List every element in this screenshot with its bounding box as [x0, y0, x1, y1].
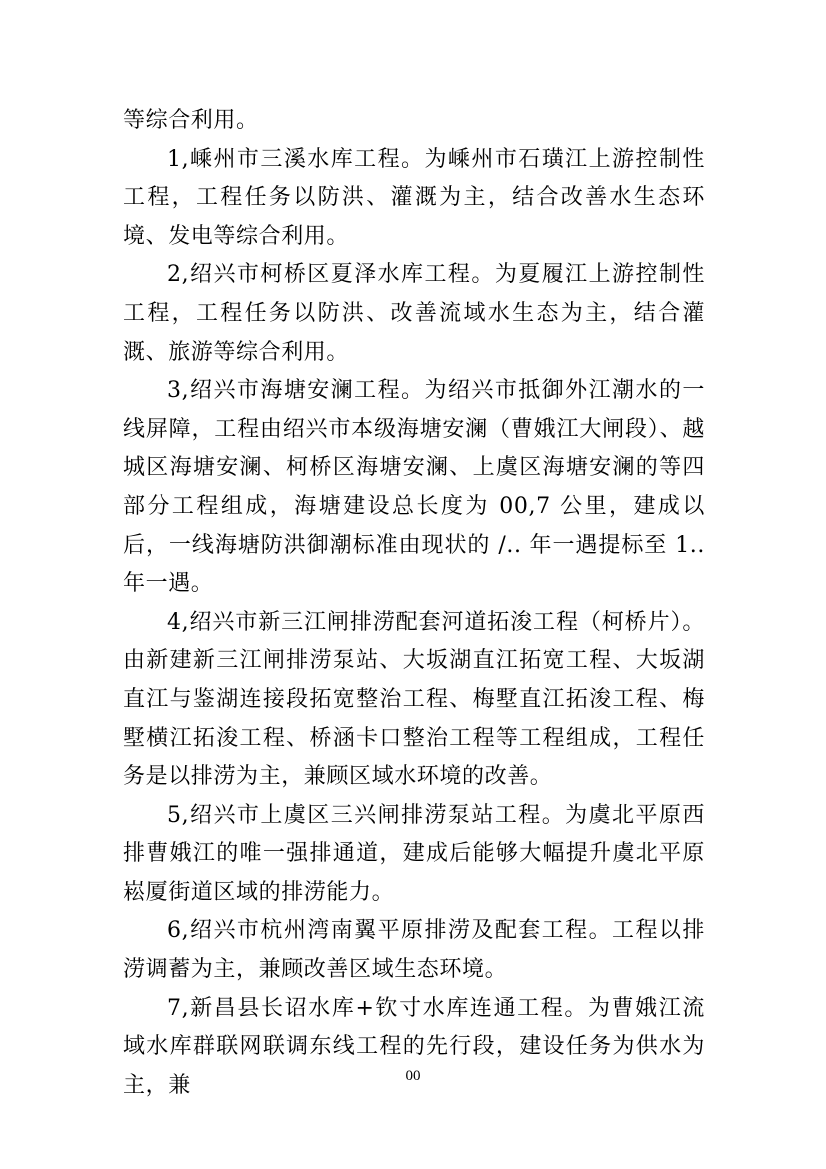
paragraph-item-2: 2,绍兴市柯桥区夏泽水库工程。为夏履江上游控制性工程，工程任务以防洪、改善流域水生态为主，结合灌溉、旅游等综合利用。 [123, 262, 705, 365]
paragraph-item-3: 3,绍兴市海塘安澜工程。为绍兴市抵御外江潮水的一线屏障，工程由绍兴市本级海塘安澜（曹娥江大闸段）、越城区海塘安澜、柯桥区海塘安澜、上虞区海塘安澜的等四部分工程组成，海塘建设总长度为 00,7 公里，建成以后，一线海塘防洪御潮标准由现状的 /.. 年一遇提标至 1.. 年一遇。 [123, 378, 705, 597]
paragraph-item-1: 1,嵊州市三溪水库工程。为嵊州市石璜江上游控制性工程，工程任务以防洪、灌溉为主，结合改善水生态环境、发电等综合利用。 [123, 146, 705, 249]
paragraph-item-4: 4,绍兴市新三江闸排涝配套河道拓浚工程（柯桥片）。由新建新三江闸排涝泵站、大坂湖直江拓宽工程、大坂湖直江与鉴湖连接段拓宽整治工程、梅墅直江拓浚工程、梅墅横江拓浚工程、桥涵卡口整治工程等工程组成，工程任务是以排涝为主，兼顾区域水环境的改善。 [123, 609, 705, 790]
page-number: 00 [405, 1068, 421, 1084]
paragraph-item-5: 5,绍兴市上虞区三兴闸排涝泵站工程。为虞北平原西排曹娥江的唯一强排通道，建成后能够大幅提升虞北平原崧厦街道区域的排涝能力。 [123, 802, 705, 905]
paragraph-item-7: 7,新昌县长诏水库+钦寸水库连通工程。为曹娥江流域水库群联网联调东线工程的先行段，建设任务为供水为主，兼 [123, 995, 705, 1098]
document-body [123, 102, 705, 1105]
paragraph-item-6: 6,绍兴市杭州湾南翼平原排涝及配套工程。工程以排涝调蓄为主，兼顾改善区域生态环境。 [123, 918, 705, 983]
paragraph-continuation: 等综合利用。 [123, 108, 259, 133]
